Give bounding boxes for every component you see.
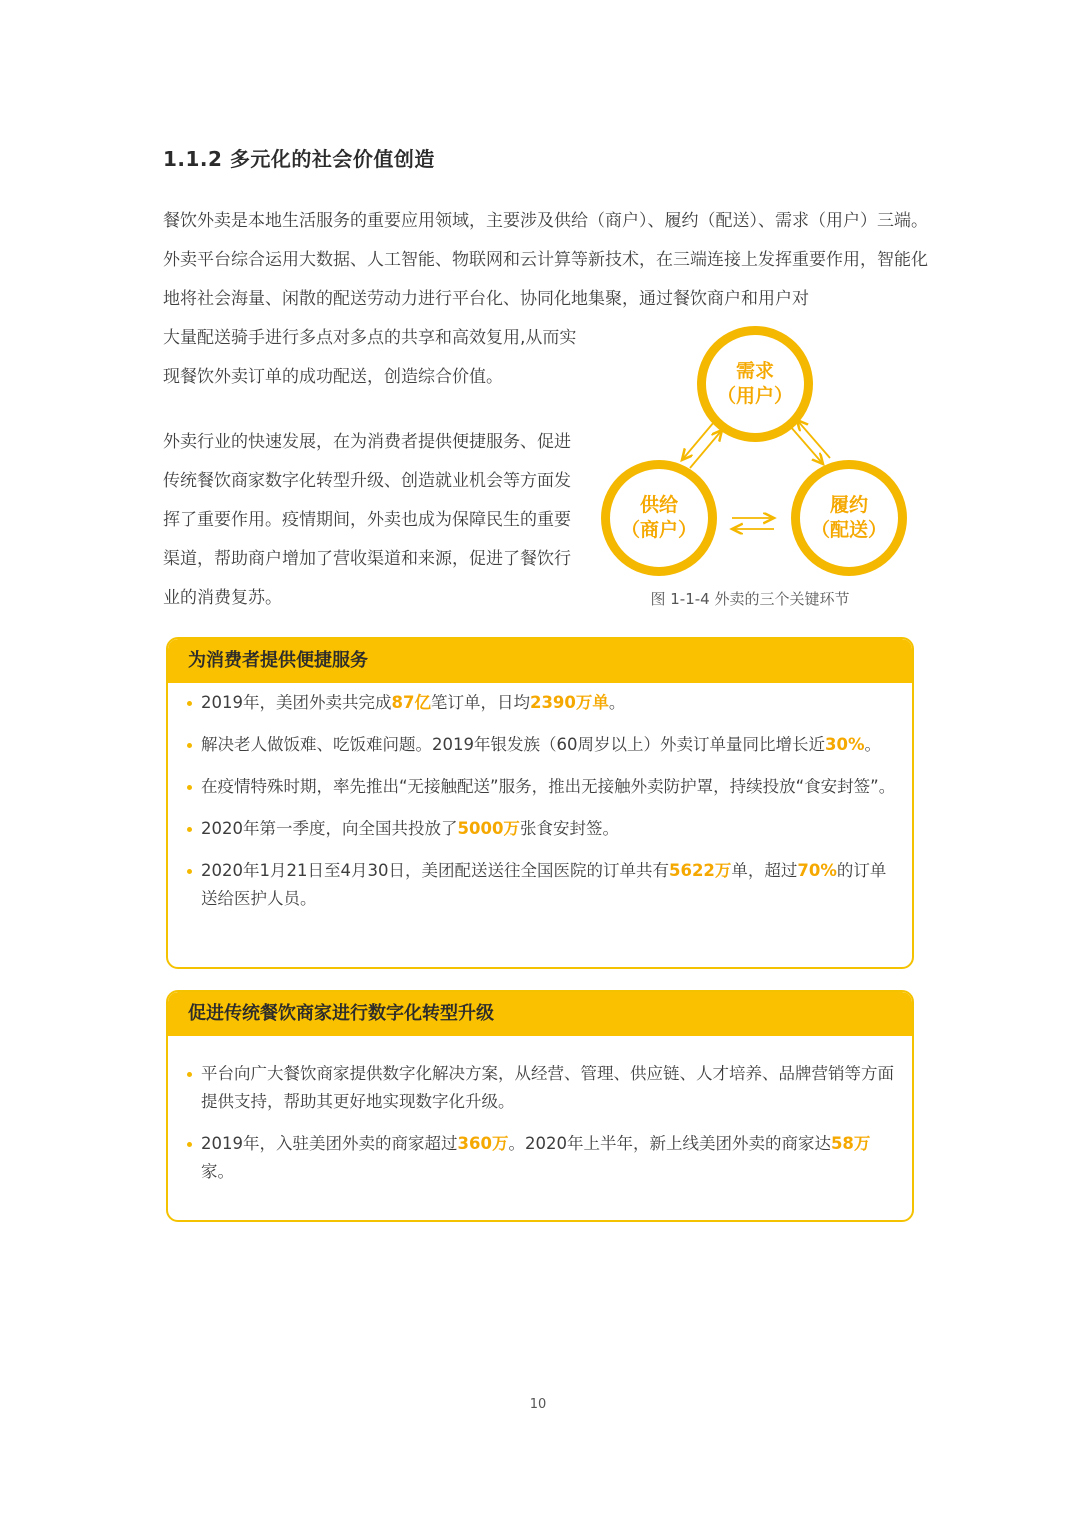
item-highlight: 30% [825, 735, 865, 754]
item-text: 张食安封签。 [519, 819, 619, 838]
list-item [187, 857, 896, 913]
consumer-service-box [166, 637, 914, 969]
consumer-service-list [168, 683, 912, 913]
figure-caption: 图 1-1-4 外卖的三个关键环节 [650, 590, 850, 608]
item-highlight: 360万 [457, 1134, 509, 1153]
bullet-icon [187, 1072, 192, 1077]
arrow-demand-to-supply [682, 422, 714, 460]
list-item [187, 731, 896, 759]
page-number: 10 [529, 1397, 547, 1412]
digital-transformation-box-title: 促进传统餐饮商家进行数字化转型升级 [168, 992, 912, 1036]
supply-sublabel: （商户） [620, 519, 697, 541]
item-text: 2020年第一季度，向全国共投放了 [201, 819, 458, 838]
demand-label: 需求 [735, 360, 774, 382]
bullet-icon [187, 869, 192, 874]
list-item [187, 815, 896, 843]
fulfillment-label: 履约 [829, 494, 868, 516]
item-highlight: 58万 [830, 1134, 871, 1153]
consumer-service-box-title: 为消费者提供便捷服务 [168, 639, 912, 683]
list-item [187, 689, 896, 717]
industry-paragraph: 外卖行业的快速发展，在为消费者提供便捷服务、促进传统餐饮商家数字化转型升级、创造就业机会等方面发挥了重要作用。疫情期间，外卖也成为保障民生的重要渠道，帮助商户增加了营收渠道和来源，促进了餐饮行业的消费复苏。 [163, 432, 571, 608]
item-text: 解决老人做饭难、吃饭难问题。2019年银发族（60周岁以上）外卖订单量同比增长近 [201, 735, 825, 754]
supply-label: 供给 [639, 494, 678, 516]
item-highlight: 5000万 [457, 819, 520, 838]
intro-paragraph-continued: 大量配送骑手进行多点对多点的共享和高效复用,从而实现餐饮外卖订单的成功配送，创造综合价值。 [163, 328, 577, 387]
item-text: 的订单送给医护人员。 [201, 861, 887, 908]
item-text: 。 [864, 735, 881, 754]
item-text: 笔订单，日均 [430, 693, 530, 712]
bullet-icon [187, 701, 192, 706]
item-text: 。2020年上半年，新上线美团外卖的商家达 [508, 1134, 831, 1153]
item-text: 2019年，入驻美团外卖的商家超过 [201, 1134, 458, 1153]
three-links-diagram [590, 318, 930, 618]
bullet-icon [187, 785, 192, 790]
demand-circle [697, 326, 813, 442]
item-highlight: 5622万 [668, 861, 732, 880]
supply-circle [601, 460, 717, 576]
arrow-supply-to-demand [690, 430, 722, 468]
item-highlight: 70% [797, 861, 837, 880]
list-item [187, 1060, 896, 1116]
item-text: 家。 [201, 1162, 234, 1181]
item-text: 单，超过 [731, 861, 798, 880]
digital-transformation-list [168, 1036, 912, 1186]
bullet-icon [187, 827, 192, 832]
item-text: 。 [608, 693, 626, 712]
digital-transformation-box [166, 990, 914, 1222]
item-text: 2020年1月21日至4月30日，美团配送送往全国医院的订单共有 [201, 861, 669, 880]
item-text: 平台向广大餐饮商家提供数字化解决方案，从经营、管理、供应链、人才培养、品牌营销等方面提供支持，帮助其更好地实现数字化升级。 [201, 1064, 894, 1111]
bullet-icon [187, 1142, 192, 1147]
item-text: 在疫情特殊时期，率先推出“无接触配送”服务，推出无接触外卖防护罩，持续投放“食安封签”。 [201, 777, 896, 796]
demand-sublabel: （用户） [716, 385, 793, 407]
bullet-icon [187, 743, 192, 748]
fulfillment-circle [791, 460, 907, 576]
list-item [187, 1130, 896, 1186]
list-item [187, 773, 896, 801]
section-heading: 1.1.2 多元化的社会价值创造 [163, 147, 435, 171]
fulfillment-sublabel: （配送） [810, 519, 887, 541]
item-text: 2019年，美团外卖共完成 [201, 693, 392, 712]
intro-paragraph: 餐饮外卖是本地生活服务的重要应用领域，主要涉及供给（商户）、履约（配送）、需求（用户）三端。外卖平台综合运用大数据、人工智能、物联网和云计算等新技术，在三端连接上发挥重要作用，智能化地将社会海量、闲散的配送劳动力进行平台化、协同化地集聚，通过餐饮商户和用户对 [163, 211, 928, 309]
item-highlight: 2390万单 [529, 693, 609, 712]
item-highlight: 87亿 [391, 693, 431, 712]
